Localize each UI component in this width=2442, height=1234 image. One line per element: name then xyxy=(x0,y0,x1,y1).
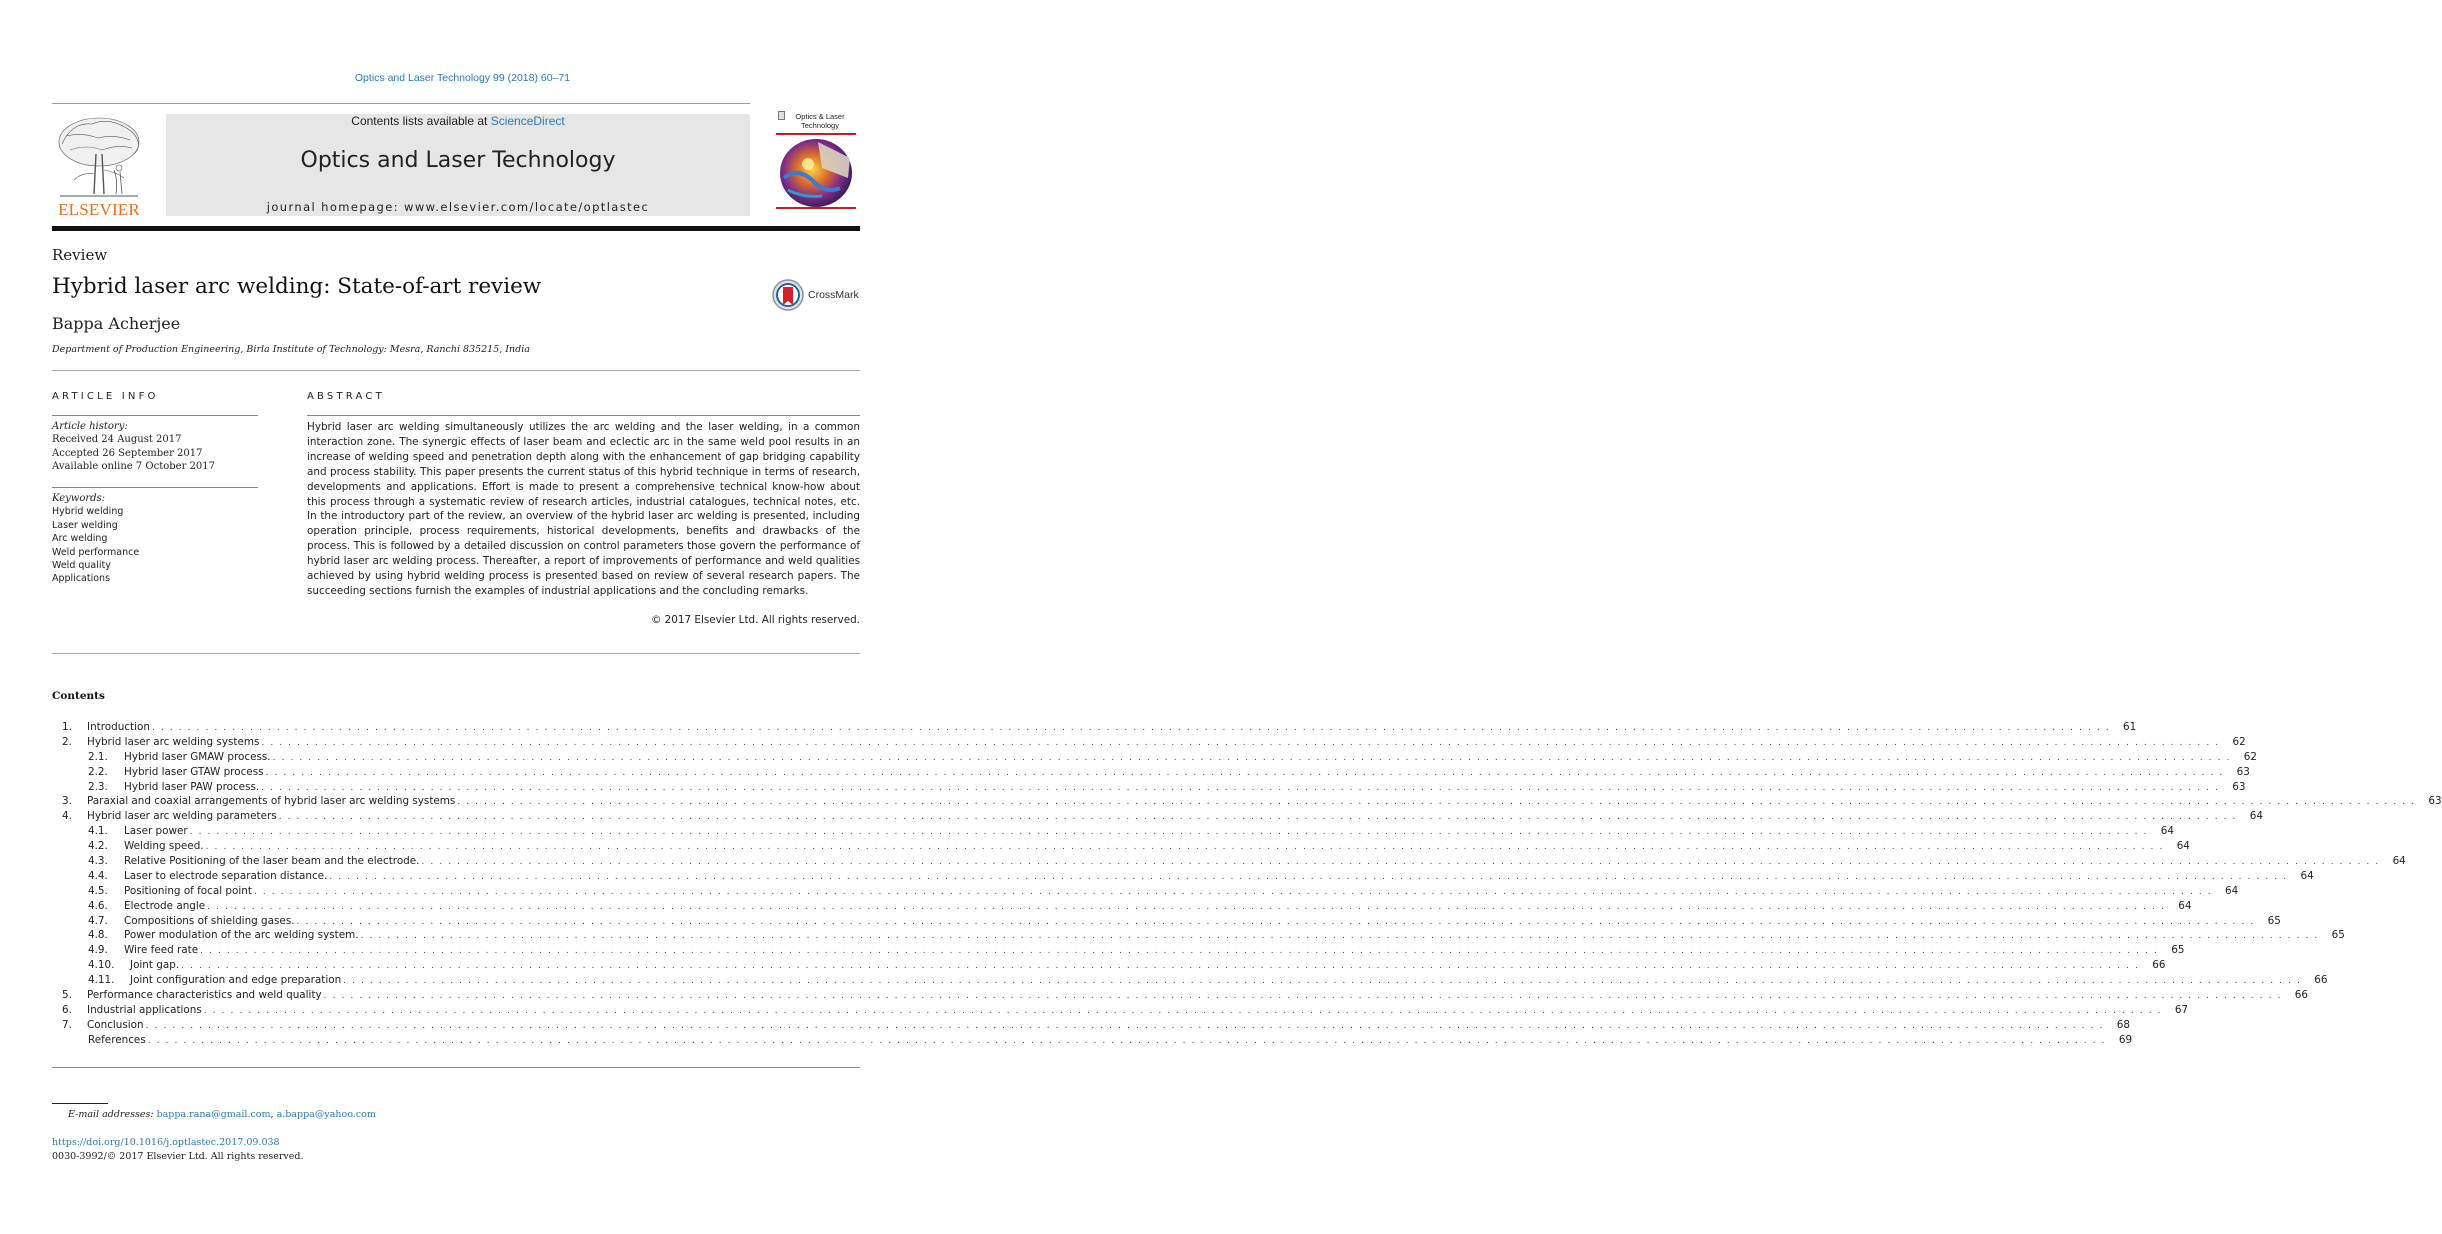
toc-leader-dots: . . . . . . . . . . . . . . . . . . . . . . . . . . . . . . . . . . . . . . . . . . . . . . . . . . . . . . . . . . . . . . . . . . . . . . . . . . . . . . . . . . . . . . . . . . . . . . . . . . . . . . . . . . . . . . . . . . . . . . . . . . . . . . . . . . . . . . . . . . . . . . . . . . . . . . . . . . . . . . . . . . . . . . . . . . . . . . . . . . . . . . . . . . . . . . . . . . . . . . . . . . . . . . . . . . . . . . . . . . . . xyxy=(421,857,2380,868)
toc-entry[interactable] xyxy=(52,943,2185,958)
toc-leader-dots: . . . . . . . . . . . . . . . . . . . . . . . . . . . . . . . . . . . . . . . . . . . . . . . . . . . . . . . . . . . . . . . . . . . . . . . . . . . . . . . . . . . . . . . . . . . . . . . . . . . . . . . . . . . . . . . . . . . . . . . . . . . . . . . . . . . . . . . . . . . . . . . . . . . . . . . . . . . . . . . . . . . . . . . . . . . . . . . . . . . . . . . . . . . . . . . . . . . . . . . . . . . . . . . . . . . . . . . . . . . . xyxy=(189,827,2148,838)
toc-entry[interactable] xyxy=(52,1003,2189,1018)
toc-title[interactable]: Welding speed. xyxy=(124,840,204,853)
toc-leader-dots: . . . . . . . . . . . . . . . . . . . . . . . . . . . . . . . . . . . . . . . . . . . . . . . . . . . . . . . . . . . . . . . . . . . . . . . . . . . . . . . . . . . . . . . . . . . . . . . . . . . . . . . . . . . . . . . . . . . . . . . . . . . . . . . . . . . . . . . . . . . . . . . . . . . . . . . . . . . . . . . . . . . . . . . . . . . . . . . . . . . . . . . . . . . . . . . . . . . . . . . . . . . . . . . . . . . . . . . . . . . . xyxy=(323,991,2282,1002)
article-type: Review xyxy=(52,246,108,264)
toc-number: 2.1. xyxy=(88,750,108,763)
toc-entry[interactable] xyxy=(52,780,2246,795)
toc-page-number: 68 xyxy=(2116,1018,2130,1031)
toc-number: 4.7. xyxy=(88,914,108,927)
contents-bottom-divider xyxy=(52,1067,860,1068)
article-info-heading: ARTICLE INFO xyxy=(52,391,159,402)
cover-art-icon xyxy=(778,138,854,208)
toc-entry[interactable] xyxy=(52,1033,2133,1048)
crossmark-icon xyxy=(772,278,806,312)
toc-page-number: 66 xyxy=(2152,959,2166,972)
toc-number: 5. xyxy=(62,989,72,1002)
toc-leader-dots: . . . . . . . . . . . . . . . . . . . . . . . . . . . . . . . . . . . . . . . . . . . . . . . . . . . . . . . . . . . . . . . . . . . . . . . . . . . . . . . . . . . . . . . . . . . . . . . . . . . . . . . . . . . . . . . . . . . . . . . . . . . . . . . . . . . . . . . . . . . . . . . . . . . . . . . . . . . . . . . . . . . . . . . . . . . . . . . . . . . . . . . . . . . . . . . . . . . . . . . . . . . . . . . . . . . . . . . . . . . . xyxy=(343,976,2302,987)
toc-page-number: 67 xyxy=(2174,1003,2189,1016)
toc-title[interactable]: Laser power xyxy=(124,825,188,838)
abstract-divider xyxy=(307,415,860,416)
contents-prefix: Contents lists available at xyxy=(351,114,491,128)
keyword: Laser welding xyxy=(52,519,118,531)
toc-leader-dots: . . . . . . . . . . . . . . . . . . . . . . . . . . . . . . . . . . . . . . . . . . . . . . . . . . . . . . . . . . . . . . . . . . . . . . . . . . . . . . . . . . . . . . . . . . . . . . . . . . . . . . . . . . . . . . . . . . . . . . . . . . . . . . . . . . . . . . . . . . . . . . . . . . . . . . . . . . . . . . . . . . . . . . . . . . . . . . . . . . . . . . . . . . . . . . . . . . . . . . . . . . . . . . . . . . . . . . . . . . . . xyxy=(272,752,2231,763)
toc-page-number: 63 xyxy=(2236,765,2250,778)
email-separator: , xyxy=(270,1109,277,1120)
toc-entry[interactable] xyxy=(52,809,2264,824)
toc-entry[interactable] xyxy=(52,735,2246,750)
toc-entry[interactable] xyxy=(52,884,2239,899)
toc-number: 1. xyxy=(62,721,72,733)
toc-page-number: 66 xyxy=(2314,974,2328,987)
toc-entry[interactable] xyxy=(52,1018,2130,1033)
toc-title[interactable]: Power modulation of the arc welding system. xyxy=(124,929,359,942)
journal-cover[interactable] xyxy=(772,108,860,212)
keyword: Weld quality xyxy=(52,560,111,572)
toc-number: 6. xyxy=(62,1003,72,1016)
keywords-label: Keywords: xyxy=(52,493,106,504)
toc-leader-dots: . . . . . . . . . . . . . . . . . . . . . . . . . . . . . . . . . . . . . . . . . . . . . . . . . . . . . . . . . . . . . . . . . . . . . . . . . . . . . . . . . . . . . . . . . . . . . . . . . . . . . . . . . . . . . . . . . . . . . . . . . . . . . . . . . . . . . . . . . . . . . . . . . . . . . . . . . . . . . . . . . . . . . . . . . . . . . . . . . . . . . . . . . . . . . . . . . . . . . . . . . . . . . . . . . . . . . . . . . . . . xyxy=(205,842,2164,853)
abstract-text: Hybrid laser arc welding simultaneously utilizes the arc welding and the laser welding, in a common interaction zone. The synergic effects of laser beam and eclectic arc in the same weld pool results in an increase of welding speed and penetration depth along with the enhancement of gap bridging capability and process stability. This paper presents the current status of this hybrid technique in terms of research, developments and applications. Effort is made to present a comprehensive technical know-how about this process through a systematic review of research articles, industrial catalogues, technical notes, etc. In the introductory part of the review, an overview of the hybrid laser arc welding is presented, including operation principle, process requirements, historical developments, benefits and drawbacks of the process. This is followed by a detailed discussion on control parameters those govern the performance of hybrid laser arc welding process. Thereafter, a report of improvements of performance and weld qualities achieved by using hybrid welding process is presented based on review of several research papers. The succeeding sections furnish the examples of industrial applications and the concluding remarks. xyxy=(307,421,860,597)
toc-number: 2. xyxy=(62,735,72,748)
cover-title: Optics & Laser Technology xyxy=(795,112,845,130)
toc-entry[interactable] xyxy=(52,839,2190,854)
toc-number: 4.2. xyxy=(88,840,108,853)
toc-number: 4.9. xyxy=(88,944,108,957)
keyword: Weld performance xyxy=(52,546,140,558)
toc-leader-dots: . . . . . . . . . . . . . . . . . . . . . . . . . . . . . . . . . . . . . . . . . . . . . . . . . . . . . . . . . . . . . . . . . . . . . . . . . . . . . . . . . . . . . . . . . . . . . . . . . . . . . . . . . . . . . . . . . . . . . . . . . . . . . . . . . . . . . . . . . . . . . . . . . . . . . . . . . . . . . . . . . . . . . . . . . . . . . . . . . . . . . . . . . . . . . . . . . . . . . . . . . . . . . . . . . . . . . . . . . . . . xyxy=(145,1020,2104,1031)
toc-leader-dots: . . . . . . . . . . . . . . . . . . . . . . . . . . . . . . . . . . . . . . . . . . . . . . . . . . . . . . . . . . . . . . . . . . . . . . . . . . . . . . . . . . . . . . . . . . . . . . . . . . . . . . . . . . . . . . . . . . . . . . . . . . . . . . . . . . . . . . . . . . . . . . . . . . . . . . . . . . . . . . . . . . . . . . . . . . . . . . . . . . . . . . . . . . . . . . . . . . . . . . . . . . . . . . . . . . . . . . . . . . . . xyxy=(151,723,2111,733)
article-info-divider xyxy=(52,415,258,416)
toc-leader-dots: . . . . . . . . . . . . . . . . . . . . . . . . . . . . . . . . . . . . . . . . . . . . . . . . . . . . . . . . . . . . . . . . . . . . . . . . . . . . . . . . . . . . . . . . . . . . . . . . . . . . . . . . . . . . . . . . . . . . . . . . . . . . . . . . . . . . . . . . . . . . . . . . . . . . . . . . . . . . . . . . . . . . . . . . . . . . . . . . . . . . . . . . . . . . . . . . . . . . . . . . . . . . . . . . . . . . . . . . . . . . xyxy=(253,886,2213,897)
toc-page-number: 63 xyxy=(2232,780,2246,793)
elsevier-wordmark: ELSEVIER xyxy=(58,200,140,219)
toc-number: 4.5. xyxy=(88,884,108,897)
toc-page-number: 69 xyxy=(2118,1033,2133,1046)
contents-heading: Contents xyxy=(52,690,105,702)
toc-leader-dots: . . . . . . . . . . . . . . . . . . . . . . . . . . . . . . . . . . . . . . . . . . . . . . . . . . . . . . . . . . . . . . . . . . . . . . . . . . . . . . . . . . . . . . . . . . . . . . . . . . . . . . . . . . . . . . . . . . . . . . . . . . . . . . . . . . . . . . . . . . . . . . . . . . . . . . . . . . . . . . . . . . . . . . . . . . . . . . . . . . . . . . . . . . . . . . . . . . . . . . . . . . . . . . . . . . . . . . . . . . . . xyxy=(147,1035,2107,1046)
toc-entry[interactable] xyxy=(52,794,2442,809)
keywords-list xyxy=(52,492,258,586)
article-author[interactable]: Bappa Acherjee xyxy=(52,314,181,333)
toc-title[interactable]: Relative Positioning of the laser beam and the electrode. xyxy=(124,855,420,868)
abstract-bottom-divider xyxy=(52,653,860,654)
journal-banner xyxy=(166,114,750,216)
keyword: Applications xyxy=(52,573,111,585)
toc-number: 4.10. xyxy=(88,959,115,972)
history-accepted: Accepted 26 September 2017 xyxy=(52,447,203,459)
elsevier-logo[interactable] xyxy=(52,114,146,218)
toc-number: 4.3. xyxy=(88,855,108,868)
toc-entry[interactable] xyxy=(52,869,2314,884)
issn-copyright: 0030-3992/© 2017 Elsevier Ltd. All rights reserved. xyxy=(52,1151,304,1162)
contents-availability xyxy=(166,114,750,128)
keywords-divider xyxy=(52,487,258,488)
elsevier-tree-icon xyxy=(52,114,146,200)
author-affiliation: Department of Production Engineering, Birla Institute of Technology: Mesra, Ranchi 835215, India xyxy=(52,344,530,355)
toc-number: 4. xyxy=(62,810,72,823)
toc-title[interactable]: Conclusion xyxy=(87,1018,144,1031)
keyword: Arc welding xyxy=(52,533,108,545)
toc-leader-dots: . . . . . . . . . . . . . . . . . . . . . . . . . . . . . . . . . . . . . . . . . . . . . . . . . . . . . . . . . . . . . . . . . . . . . . . . . . . . . . . . . . . . . . . . . . . . . . . . . . . . . . . . . . . . . . . . . . . . . . . . . . . . . . . . . . . . . . . . . . . . . . . . . . . . . . . . . . . . . . . . . . . . . . . . . . . . . . . . . . . . . . . . . . . . . . . . . . . . . . . . . . . . . . . . . . . . . . . . . . . . xyxy=(278,812,2238,823)
toc-number: 2.3. xyxy=(88,780,108,793)
email-label: E-mail addresses: xyxy=(68,1109,154,1120)
toc-leader-dots: . . . . . . . . . . . . . . . . . . . . . . . . . . . . . . . . . . . . . . . . . . . . . . . . . . . . . . . . . . . . . . . . . . . . . . . . . . . . . . . . . . . . . . . . . . . . . . . . . . . . . . . . . . . . . . . . . . . . . . . . . . . . . . . . . . . . . . . . . . . . . . . . . . . . . . . . . . . . . . . . . . . . . . . . . . . . . . . . . . . . . . . . . . . . . . . . . . . . . . . . . . . . . . . . . . . . . . . . . . . . xyxy=(200,946,2159,957)
article-history xyxy=(52,420,258,474)
toc-title[interactable]: Electrode angle xyxy=(124,899,206,912)
toc-entry[interactable] xyxy=(52,928,2345,943)
toc-leader-dots: . . . . . . . . . . . . . . . . . . . . . . . . . . . . . . . . . . . . . . . . . . . . . . . . . . . . . . . . . . . . . . . . . . . . . . . . . . . . . . . . . . . . . . . . . . . . . . . . . . . . . . . . . . . . . . . . . . . . . . . . . . . . . . . . . . . . . . . . . . . . . . . . . . . . . . . . . . . . . . . . . . . . . . . . . . . . . . . . . . . . . . . . . . . . . . . . . . . . . . . . . . . . . . . . . . . . . . . . . . . . xyxy=(360,931,2319,942)
toc-number: 7. xyxy=(62,1018,72,1031)
sciencedirect-link[interactable]: ScienceDirect xyxy=(490,114,565,128)
toc-leader-dots: . . . . . . . . . . . . . . . . . . . . . . . . . . . . . . . . . . . . . . . . . . . . . . . . . . . . . . . . . . . . . . . . . . . . . . . . . . . . . . . . . . . . . . . . . . . . . . . . . . . . . . . . . . . . . . . . . . . . . . . . . . . . . . . . . . . . . . . . . . . . . . . . . . . . . . . . . . . . . . . . . . . . . . . . . . . . . . . . . . . . . . . . . . . . . . . . . . . . . . . . . . . . . . . . . . . . . . . . . . . . xyxy=(261,782,2220,793)
journal-citation[interactable]: Optics and Laser Technology 99 (2018) 60–71 xyxy=(354,72,571,84)
toc-page-number: 63 xyxy=(2428,795,2442,808)
toc-number: 4.6. xyxy=(88,899,108,912)
toc-page-number: 62 xyxy=(2232,735,2246,748)
toc-page-number: 65 xyxy=(2171,944,2185,957)
footnote-divider xyxy=(52,1103,108,1104)
toc-page-number: 64 xyxy=(2176,840,2190,853)
toc-number: 4.11. xyxy=(88,974,115,987)
toc-title[interactable]: Paraxial and coaxial arrangements of hybrid laser arc welding systems xyxy=(87,795,456,808)
header-divider xyxy=(52,103,750,104)
toc-leader-dots: . . . . . . . . . . . . . . . . . . . . . . . . . . . . . . . . . . . . . . . . . . . . . . . . . . . . . . . . . . . . . . . . . . . . . . . . . . . . . . . . . . . . . . . . . . . . . . . . . . . . . . . . . . . . . . . . . . . . . . . . . . . . . . . . . . . . . . . . . . . . . . . . . . . . . . . . . . . . . . . . . . . . . . . . . . . . . . . . . . . . . . . . . . . . . . . . . . . . . . . . . . . . . . . . . . . . . . . . . . . . xyxy=(207,901,2166,912)
toc-number: 4.1. xyxy=(88,825,108,838)
toc-page-number: 66 xyxy=(2294,989,2308,1002)
toc-leader-dots: . . . . . . . . . . . . . . . . . . . . . . . . . . . . . . . . . . . . . . . . . . . . . . . . . . . . . . . . . . . . . . . . . . . . . . . . . . . . . . . . . . . . . . . . . . . . . . . . . . . . . . . . . . . . . . . . . . . . . . . . . . . . . . . . . . . . . . . . . . . . . . . . . . . . . . . . . . . . . . . . . . . . . . . . . . . . . . . . . . . . . . . . . . . . . . . . . . . . . . . . . . . . . . . . . . . . . . . . . . . . xyxy=(265,767,2224,778)
toc-page-number: 64 xyxy=(2178,899,2192,912)
history-label: Article history: xyxy=(52,421,128,432)
toc-entry[interactable] xyxy=(52,988,2308,1003)
toc-entry[interactable] xyxy=(52,750,2257,765)
toc-title[interactable]: Hybrid laser arc welding parameters xyxy=(87,810,277,823)
toc-title[interactable]: Compositions of shielding gases. xyxy=(124,914,295,927)
toc-number: 4.4. xyxy=(88,869,108,882)
email-link[interactable]: a.bappa@yahoo.com xyxy=(276,1109,376,1120)
toc-entry[interactable] xyxy=(52,720,2137,735)
toc-leader-dots: . . . . . . . . . . . . . . . . . . . . . . . . . . . . . . . . . . . . . . . . . . . . . . . . . . . . . . . . . . . . . . . . . . . . . . . . . . . . . . . . . . . . . . . . . . . . . . . . . . . . . . . . . . . . . . . . . . . . . . . . . . . . . . . . . . . . . . . . . . . . . . . . . . . . . . . . . . . . . . . . . . . . . . . . . . . . . . . . . . . . . . . . . . . . . . . . . . . . . . . . . . . . . . . . . . . . . . . . . . . . xyxy=(203,1005,2163,1016)
toc-number: 2.2. xyxy=(88,765,108,778)
toc-title[interactable]: Positioning of focal point xyxy=(124,884,252,897)
toc-entry[interactable] xyxy=(52,765,2250,780)
crossmark-button[interactable] xyxy=(772,278,862,312)
author-emails xyxy=(68,1109,376,1120)
crossmark-label: CrossMark xyxy=(808,289,859,301)
keyword: Hybrid welding xyxy=(52,506,124,518)
toc-number: 4.8. xyxy=(88,929,108,942)
journal-homepage[interactable]: journal homepage: www.elsevier.com/locate/optlastec xyxy=(266,200,650,214)
article-header-divider xyxy=(52,370,860,371)
article-title: Hybrid laser arc welding: State-of-art review xyxy=(52,274,542,299)
toc-title[interactable]: References xyxy=(88,1033,146,1046)
toc-number: 3. xyxy=(62,795,72,808)
email-link[interactable]: bappa.rana@gmail.com xyxy=(156,1109,271,1120)
toc-title[interactable]: Laser to electrode separation distance. xyxy=(124,869,328,882)
journal-title: Optics and Laser Technology xyxy=(300,148,616,173)
toc-title[interactable]: Performance characteristics and weld quality xyxy=(87,989,322,1002)
toc-title[interactable]: Hybrid laser arc welding systems xyxy=(87,735,260,748)
toc-page-number: 64 xyxy=(2300,869,2314,882)
toc-entry[interactable] xyxy=(52,824,2174,839)
toc-title[interactable]: Joint configuration and edge preparation xyxy=(130,974,342,987)
cover-top-line xyxy=(776,133,856,135)
toc-title[interactable]: Hybrid laser GMAW process. xyxy=(124,750,271,763)
toc-entry[interactable] xyxy=(52,973,2328,988)
history-received: Received 24 August 2017 xyxy=(52,434,182,446)
table-of-contents xyxy=(52,720,2442,1048)
abstract-heading: ABSTRACT xyxy=(307,391,385,402)
toc-title[interactable]: Joint gap. xyxy=(130,959,180,972)
toc-title[interactable]: Industrial applications xyxy=(87,1003,202,1016)
toc-title[interactable]: Hybrid laser GTAW process xyxy=(124,765,264,778)
toc-entry[interactable] xyxy=(52,958,2166,973)
toc-entry[interactable] xyxy=(52,914,2281,929)
toc-page-number: 64 xyxy=(2160,825,2174,838)
toc-leader-dots: . . . . . . . . . . . . . . . . . . . . . . . . . . . . . . . . . . . . . . . . . . . . . . . . . . . . . . . . . . . . . . . . . . . . . . . . . . . . . . . . . . . . . . . . . . . . . . . . . . . . . . . . . . . . . . . . . . . . . . . . . . . . . . . . . . . . . . . . . . . . . . . . . . . . . . . . . . . . . . . . . . . . . . . . . . . . . . . . . . . . . . . . . . . . . . . . . . . . . . . . . . . . . . . . . . . . . . . . . . . . xyxy=(457,797,2416,808)
toc-page-number: 65 xyxy=(2267,914,2281,927)
toc-page-number: 64 xyxy=(2249,810,2264,823)
history-online: Available online 7 October 2017 xyxy=(52,461,215,473)
toc-title[interactable]: Wire feed rate xyxy=(124,944,199,957)
header-thick-divider xyxy=(52,226,860,231)
cover-bottom-line xyxy=(776,207,856,209)
toc-page-number: 64 xyxy=(2392,855,2406,868)
toc-entry[interactable] xyxy=(52,854,2406,869)
doi-link[interactable]: https://doi.org/10.1016/j.optlastec.2017.09.038 xyxy=(52,1137,280,1148)
toc-leader-dots: . . . . . . . . . . . . . . . . . . . . . . . . . . . . . . . . . . . . . . . . . . . . . . . . . . . . . . . . . . . . . . . . . . . . . . . . . . . . . . . . . . . . . . . . . . . . . . . . . . . . . . . . . . . . . . . . . . . . . . . . . . . . . . . . . . . . . . . . . . . . . . . . . . . . . . . . . . . . . . . . . . . . . . . . . . . . . . . . . . . . . . . . . . . . . . . . . . . . . . . . . . . . . . . . . . . . . . . . . . . . xyxy=(329,871,2288,882)
toc-page-number: 61 xyxy=(2123,721,2137,733)
abstract-copyright: © 2017 Elsevier Ltd. All rights reserved. xyxy=(650,614,860,626)
toc-page-number: 64 xyxy=(2225,884,2239,897)
toc-leader-dots: . . . . . . . . . . . . . . . . . . . . . . . . . . . . . . . . . . . . . . . . . . . . . . . . . . . . . . . . . . . . . . . . . . . . . . . . . . . . . . . . . . . . . . . . . . . . . . . . . . . . . . . . . . . . . . . . . . . . . . . . . . . . . . . . . . . . . . . . . . . . . . . . . . . . . . . . . . . . . . . . . . . . . . . . . . . . . . . . . . . . . . . . . . . . . . . . . . . . . . . . . . . . . . . . . . . . . . . . . . . . xyxy=(296,916,2255,927)
toc-title[interactable]: Hybrid laser PAW process. xyxy=(124,780,260,793)
toc-leader-dots: . . . . . . . . . . . . . . . . . . . . . . . . . . . . . . . . . . . . . . . . . . . . . . . . . . . . . . . . . . . . . . . . . . . . . . . . . . . . . . . . . . . . . . . . . . . . . . . . . . . . . . . . . . . . . . . . . . . . . . . . . . . . . . . . . . . . . . . . . . . . . . . . . . . . . . . . . . . . . . . . . . . . . . . . . . . . . . . . . . . . . . . . . . . . . . . . . . . . . . . . . . . . . . . . . . . . . . . . . . . . xyxy=(261,737,2220,748)
toc-title[interactable]: Introduction xyxy=(87,721,150,733)
toc-page-number: 65 xyxy=(2331,929,2345,942)
toc-entry[interactable] xyxy=(52,899,2192,914)
toc-page-number: 62 xyxy=(2243,750,2257,763)
toc-leader-dots: . . . . . . . . . . . . . . . . . . . . . . . . . . . . . . . . . . . . . . . . . . . . . . . . . . . . . . . . . . . . . . . . . . . . . . . . . . . . . . . . . . . . . . . . . . . . . . . . . . . . . . . . . . . . . . . . . . . . . . . . . . . . . . . . . . . . . . . . . . . . . . . . . . . . . . . . . . . . . . . . . . . . . . . . . . . . . . . . . . . . . . . . . . . . . . . . . . . . . . . . . . . . . . . . . . . . . . . . . . . . xyxy=(181,961,2140,972)
